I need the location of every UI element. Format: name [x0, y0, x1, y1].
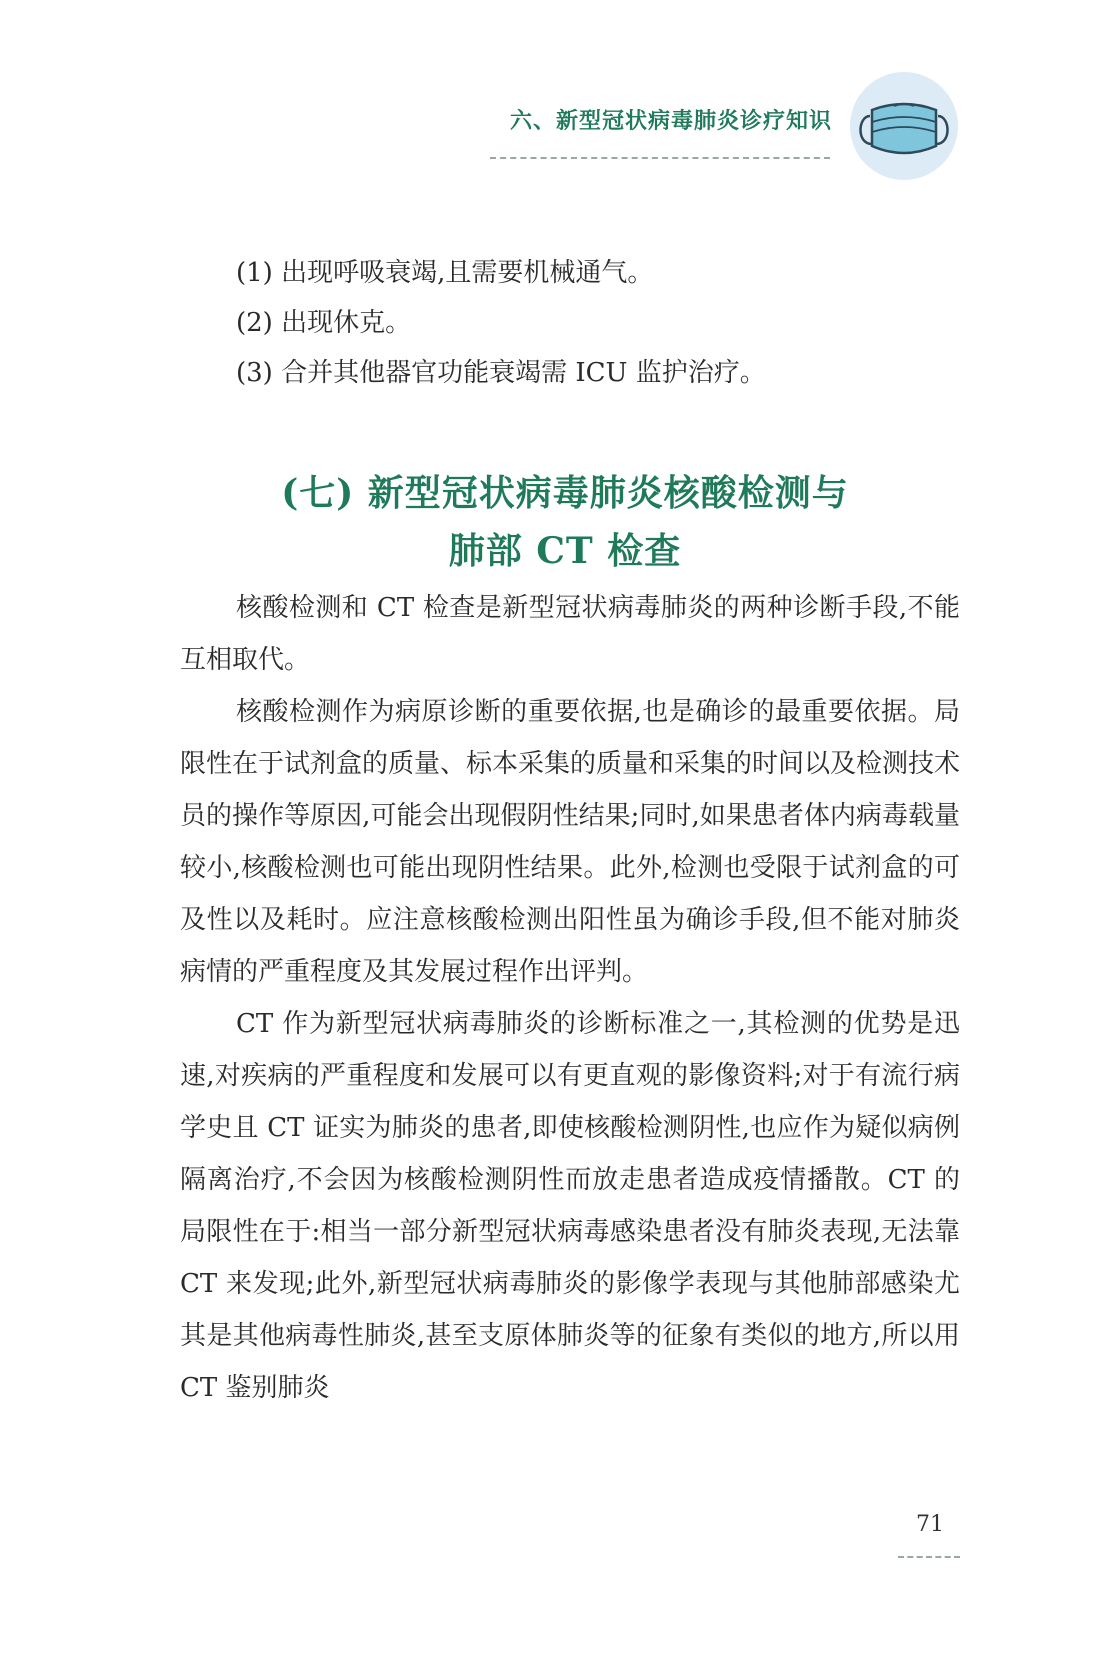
paragraph: 核酸检测和 CT 检查是新型冠状病毒肺炎的两种诊断手段,不能互相取代。: [180, 593, 960, 675]
section-heading-line-2: 肺部 CT 检查: [448, 530, 682, 572]
header-dashed-rule: [490, 157, 830, 159]
body-text: [180, 582, 960, 1414]
paragraph: 核酸检测作为病原诊断的重要依据,也是确诊的最重要依据。局限性在于试剂盒的质量、标本采集的质量和采集的时间以及检测技术员的操作等原因,可能会出现假阴性结果;同时,如果患者体内病毒载量较小,核酸检测也可能出现阴性结果。此外,检测也受限于试剂盒的可及性以及耗时。应注意核酸检测出阳性虽为确诊手段,但不能对肺炎病情的严重程度及其发展过程作出评判。: [180, 697, 961, 987]
list-item: (1) 出现呼吸衰竭,且需要机械通气。: [236, 258, 654, 288]
footer-dashed-rule: [898, 1556, 960, 1558]
paragraph: CT 作为新型冠状病毒肺炎的诊断标准之一,其检测的优势是迅速,对疾病的严重程度和发展可以有更直观的影像资料;对于有流行病学史且 CT 证实为肺炎的患者,即使核酸检测阴性,也应作为疑似病例隔离治疗,不会因为核酸检测阴性而放走患者造成疫情播散。CT 的局限性在于:相当一部分新型冠状病毒感染患者没有肺炎表现,无法靠 CT 来发现;此外,新型冠状病毒肺炎的影像学表现与其他肺部感染尤其是其他病毒性肺炎,甚至支原体肺炎等的征象有类似的地方,所以用 CT 鉴别肺炎: [180, 1009, 960, 1403]
face-mask-icon: [848, 70, 960, 182]
page-number: 71: [916, 1512, 944, 1537]
section-heading-line-1: (七) 新型冠状病毒肺炎核酸检测与: [281, 472, 849, 514]
list-item: (3) 合并其他器官功能衰竭需 ICU 监护治疗。: [236, 358, 766, 388]
numbered-list: [236, 248, 996, 398]
section-heading: [180, 464, 950, 580]
running-header-title: 六、新型冠状病毒肺炎诊疗知识: [509, 108, 832, 134]
list-item: (2) 出现休克。: [236, 308, 412, 338]
